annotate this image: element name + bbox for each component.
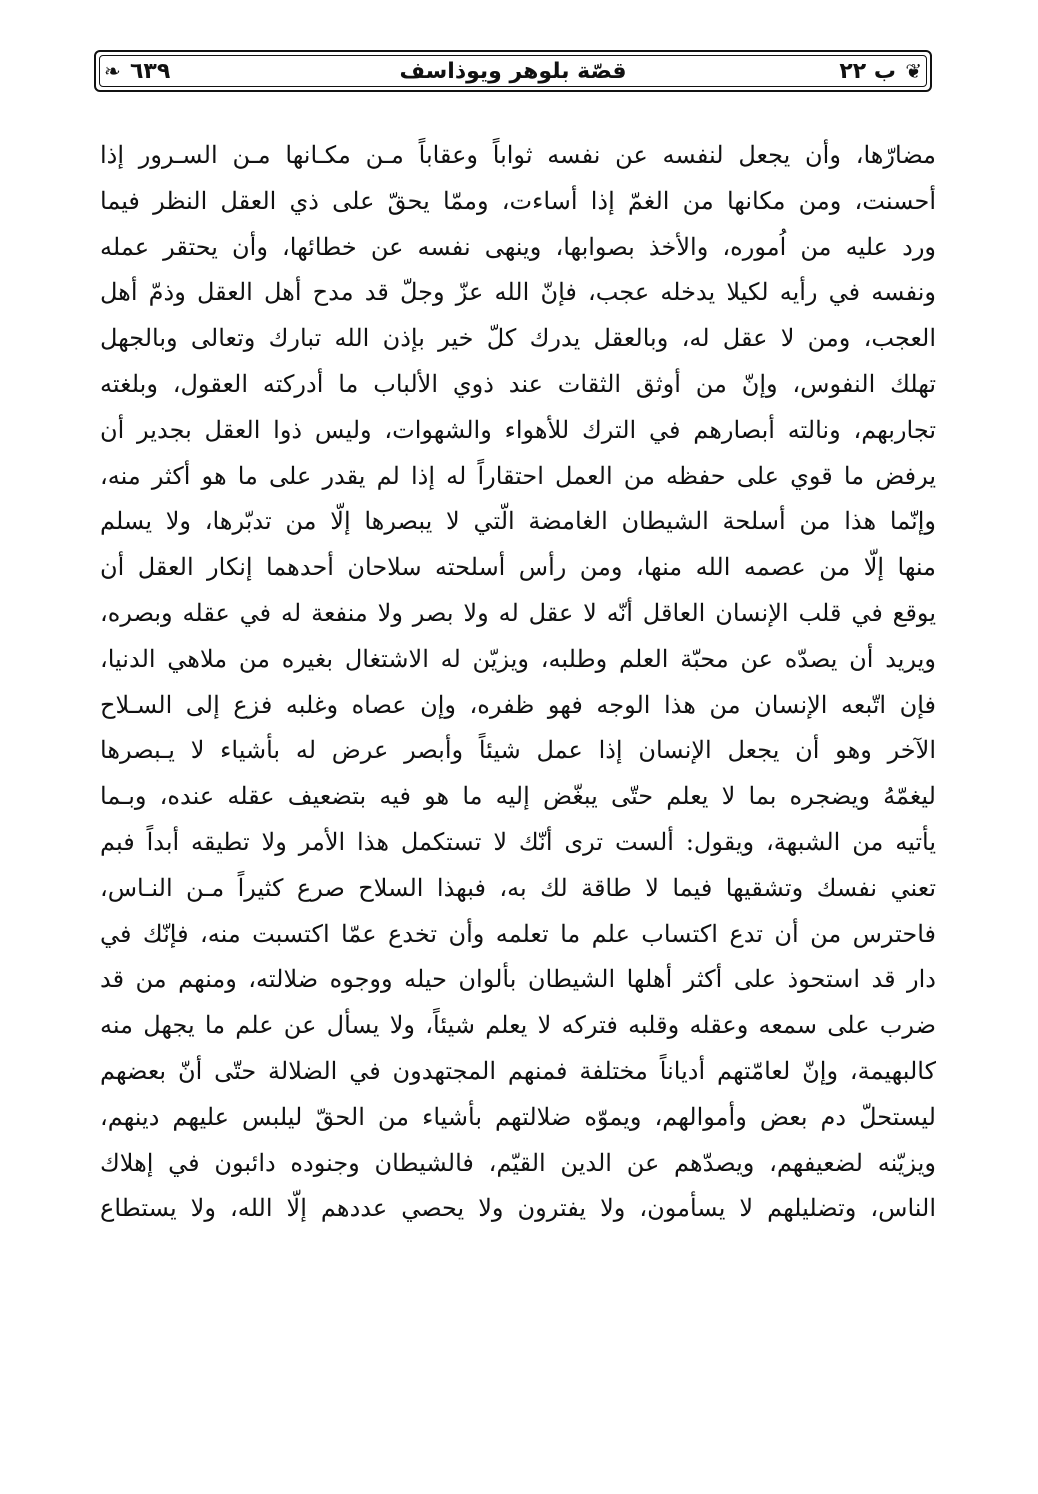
main-text-block	[100, 133, 936, 1232]
header-book-title: قصّة بلوهر ويوذاسف	[399, 59, 627, 84]
text-line: يرفض ما قوي على حفظه من العمل احتقاراً له إذا لم يقدر على ما هو أكثر منه،	[100, 461, 936, 490]
text-line: تجاربهم، ونالته أبصارهم في الترك للأهواء والشهوات، وليس ذوا العقل بجدير أن	[100, 415, 936, 444]
text-line: تعني نفسك وتشقيها فيما لا طاقة لك به، فبهذا السلاح صرع كثيراً مـن النـاس،	[100, 873, 936, 902]
text-line: مضارّها، وأن يجعل لنفسه عن نفسه ثواباً وعقاباً مـن مكـانها مـن السـرور إذا	[100, 141, 936, 169]
text-line: فاحترس من أن تدع اكتساب علم ما تعلمه وأن تخدع عمّا اكتسبت منه، فإنّك في	[100, 919, 936, 948]
running-header	[94, 50, 932, 92]
text-line: أحسنت، ومن مكانها من الغمّ إذا أساءت، وممّا يحقّ على ذي العقل النظر فيما	[100, 186, 936, 215]
text-line: دار قد استحوذ على أكثر أهلها الشيطان بألوان حيله ووجوه ضلالته، ومنهم من قد	[100, 965, 936, 994]
text-line: كالبهيمة، وإنّ لعامّتهم أدياناً مختلفة فمنهم المجتهدون في الضلالة حتّى أنّ بعضهم	[100, 1056, 936, 1085]
text-line: ونفسه في رأيه لكيلا يدخله عجب، فإنّ الله عزّ وجلّ قد مدح أهل العقل وذمّ أهل	[100, 278, 936, 307]
header-ornament-left-icon: ❧	[104, 59, 121, 83]
text-line: ليستحلّ دم بعض وأموالهم، ويموّه ضلالتهم بأشياء من الحقّ ليلبس عليهم دينهم،	[100, 1102, 936, 1131]
text-line: ويريد أن يصدّه عن محبّة العلم وطلبه، ويزيّن له الاشتغال بغيره من ملاهي الدنيا،	[100, 644, 936, 673]
text-line: الناس، وتضليلهم لا يسأمون، ولا يفترون ولا يحصي عددهم إلّا الله، ولا يستطاع	[100, 1194, 936, 1223]
text-line: وإنّما هذا من أسلحة الشيطان الغامضة الّتي لا يبصرها إلّا من تدبّرها، ولا يسلم	[100, 507, 936, 536]
text-line: يأتيه من الشبهة، ويقول: ألست ترى أنّك لا تستكمل هذا الأمر ولا تطيقه أبداً فبم	[100, 827, 936, 856]
text-line: تهلك النفوس، وإنّ من أوثق الثقات عند ذوي الألباب ما أدركته العقول، وبلغته	[100, 369, 936, 398]
text-line: يوقع في قلب الإنسان العاقل أنّه لا عقل له ولا بصر ولا منفعة له في عقله وبصره،	[100, 598, 936, 627]
text-line: الآخر وهو أن يجعل الإنسان إذا عمل شيئاً وأبصر عرض له بأشياء لا يـبصرها	[100, 736, 936, 765]
text-line: العجب، ومن لا عقل له، وبالعقل يدرك كلّ خير بإذن الله تبارك وتعالى وبالجهل	[100, 324, 936, 353]
text-line: فإن اتّبعه الإنسان من هذا الوجه فهو ظفره، وإن عصاه وغلبه فزع إلى السـلاح	[100, 690, 936, 719]
text-line: ورد عليه من اُموره، والأخذ بصوابها، وينهى نفسه عن خطائها، وأن يحتقر عمله	[100, 232, 936, 261]
text-line: ضرب على سمعه وعقله وقلبه فتركه لا يعلم شيئاً، ولا يسأل عن علم ما يجهل منه	[100, 1011, 936, 1040]
header-chapter-label: ب ٢٢	[839, 59, 896, 84]
text-line: منها إلّا من عصمه الله منها، ومن رأس أسلحته سلاحان أحدهما إنكار العقل أن	[100, 553, 936, 582]
text-line: ويزيّنه لضعيفهم، ويصدّهم عن الدين القيّم، فالشيطان وجنوده دائبون في إهلاك	[100, 1148, 936, 1177]
header-page-number: ٦٣٩	[130, 59, 171, 84]
text-line: ليغمّهُ ويضجره بما لا يعلم حتّى يبغّض إليه ما هو فيه بتضعيف عقله عنده، وبـما	[100, 782, 936, 811]
header-ornament-right-icon: ❦	[905, 59, 922, 83]
